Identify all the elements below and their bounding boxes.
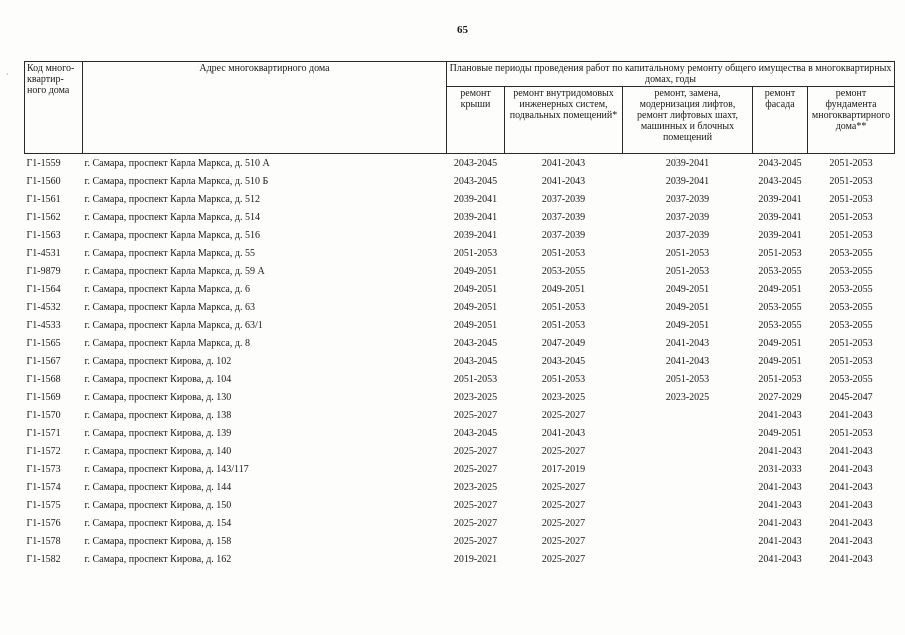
row-address: г. Самара, проспект Карла Маркса, д. 510 А xyxy=(84,157,270,169)
row-lifts xyxy=(623,424,753,442)
table-row xyxy=(25,280,895,298)
row-roof: 2043-2045 xyxy=(453,175,498,187)
row-facade: 2041-2043 xyxy=(758,499,802,511)
row-code: Г1-1562 xyxy=(26,211,61,223)
row-roof: 2025-2027 xyxy=(453,499,498,511)
row-foundation: 2041-2043 xyxy=(829,481,873,493)
row-foundation: 2041-2043 xyxy=(829,409,873,421)
row-foundation: 2041-2043 xyxy=(829,463,873,475)
row-address: г. Самара, проспект Кирова, д. 154 xyxy=(84,517,232,529)
row-roof: 2039-2041 xyxy=(453,193,498,205)
row-foundation: 2041-2043 xyxy=(829,499,873,511)
row-systems: 2025-2027 xyxy=(541,499,586,511)
row-lifts: 2023-2025 xyxy=(665,391,710,403)
row-code: Г1-1573 xyxy=(26,463,61,475)
row-foundation: 2053-2055 xyxy=(829,265,873,277)
row-systems: 2043-2045 xyxy=(541,355,586,367)
row-lifts xyxy=(623,460,753,478)
row-foundation: 2051-2053 xyxy=(829,337,873,349)
row-address: г. Самара, проспект Карла Маркса, д. 516 xyxy=(84,229,260,241)
row-foundation: 2051-2053 xyxy=(829,157,873,169)
row-facade: 2049-2051 xyxy=(758,355,802,367)
row-systems: 2047-2049 xyxy=(541,337,586,349)
row-code: Г1-1570 xyxy=(26,409,61,421)
row-address: г. Самара, проспект Карла Маркса, д. 63 xyxy=(84,301,255,313)
row-lifts: 2051-2053 xyxy=(665,247,710,259)
row-address: г. Самара, проспект Кирова, д. 138 xyxy=(84,409,232,421)
row-foundation: 2041-2043 xyxy=(829,445,873,457)
row-systems: 2025-2027 xyxy=(541,409,586,421)
row-foundation: 2051-2053 xyxy=(829,193,873,205)
row-lifts: 2051-2053 xyxy=(665,373,710,385)
row-lifts: 2049-2051 xyxy=(665,301,710,313)
row-facade: 2041-2043 xyxy=(758,481,802,493)
row-systems: 2017-2019 xyxy=(541,463,586,475)
row-systems: 2053-2055 xyxy=(541,265,586,277)
row-code: Г1-1575 xyxy=(26,499,61,511)
row-lifts: 2039-2041 xyxy=(665,157,710,169)
table-row xyxy=(25,262,895,280)
row-facade: 2027-2029 xyxy=(758,391,802,403)
row-code: Г1-1561 xyxy=(26,193,61,205)
row-address: г. Самара, проспект Кирова, д. 102 xyxy=(84,355,232,367)
row-roof: 2023-2025 xyxy=(453,481,498,493)
row-foundation: 2053-2055 xyxy=(829,319,873,331)
row-lifts xyxy=(623,496,753,514)
row-foundation: 2051-2053 xyxy=(829,427,873,439)
row-code: Г1-1574 xyxy=(26,481,61,493)
row-lifts: 2037-2039 xyxy=(665,193,710,205)
row-lifts: 2039-2041 xyxy=(665,175,710,187)
row-foundation: 2053-2055 xyxy=(829,247,873,259)
row-facade: 2053-2055 xyxy=(758,265,802,277)
table-row xyxy=(25,496,895,514)
table-row xyxy=(25,244,895,262)
row-roof: 2023-2025 xyxy=(453,391,498,403)
header-roof: ремонт крыши xyxy=(447,87,505,154)
row-code: Г1-1578 xyxy=(26,535,61,547)
table-row xyxy=(25,352,895,370)
row-systems: 2037-2039 xyxy=(541,193,586,205)
row-facade: 2041-2043 xyxy=(758,409,802,421)
row-facade: 2039-2041 xyxy=(758,211,802,223)
row-facade: 2051-2053 xyxy=(758,373,802,385)
row-address: г. Самара, проспект Кирова, д. 158 xyxy=(84,535,232,547)
row-facade: 2041-2043 xyxy=(758,445,802,457)
row-code: Г1-1567 xyxy=(26,355,61,367)
row-roof: 2019-2021 xyxy=(453,553,498,565)
row-code: Г1-1582 xyxy=(26,553,61,565)
row-facade: 2051-2053 xyxy=(758,247,802,259)
row-address: г. Самара, проспект Кирова, д. 162 xyxy=(84,553,232,565)
row-code: Г1-1560 xyxy=(26,175,61,187)
page-number: 65 xyxy=(457,24,468,36)
row-facade: 2041-2043 xyxy=(758,517,802,529)
table-row xyxy=(25,226,895,244)
row-lifts: 2049-2051 xyxy=(665,319,710,331)
table-row xyxy=(25,550,895,568)
row-roof: 2051-2053 xyxy=(453,373,498,385)
row-lifts: 2041-2043 xyxy=(665,355,710,367)
row-code: Г1-4532 xyxy=(26,301,61,313)
row-systems: 2041-2043 xyxy=(541,157,586,169)
header-lifts: ремонт, замена, модернизация лифтов, ремонт лифтовых шахт, машинных и блочных помещений xyxy=(623,87,753,154)
table-row xyxy=(25,298,895,316)
header-code: Код много-квартир-ного дома xyxy=(25,62,83,154)
row-address: г. Самара, проспект Кирова, д. 140 xyxy=(84,445,232,457)
header-foundation: ремонт фундамента многоквартирного дома** xyxy=(808,87,895,154)
row-facade: 2049-2051 xyxy=(758,337,802,349)
row-code: Г1-4533 xyxy=(26,319,61,331)
row-roof: 2025-2027 xyxy=(453,409,498,421)
row-facade: 2053-2055 xyxy=(758,319,802,331)
row-code: Г1-1563 xyxy=(26,229,61,241)
row-systems: 2041-2043 xyxy=(541,175,586,187)
row-roof: 2043-2045 xyxy=(453,337,498,349)
table-row xyxy=(25,442,895,460)
row-code: Г1-1564 xyxy=(26,283,61,295)
row-systems: 2037-2039 xyxy=(541,211,586,223)
row-lifts xyxy=(623,532,753,550)
row-lifts xyxy=(623,406,753,424)
row-facade: 2041-2043 xyxy=(758,553,802,565)
row-facade: 2043-2045 xyxy=(758,175,802,187)
row-roof: 2049-2051 xyxy=(453,301,498,313)
row-roof: 2039-2041 xyxy=(453,229,498,241)
row-facade: 2053-2055 xyxy=(758,301,802,313)
row-code: Г1-1565 xyxy=(26,337,61,349)
scan-artifact: · xyxy=(6,70,9,79)
table-row xyxy=(25,388,895,406)
row-systems: 2025-2027 xyxy=(541,553,586,565)
row-address: г. Самара, проспект Кирова, д. 150 xyxy=(84,499,232,511)
table-row xyxy=(25,514,895,532)
row-foundation: 2053-2055 xyxy=(829,283,873,295)
row-roof: 2051-2053 xyxy=(453,247,498,259)
row-roof: 2049-2051 xyxy=(453,283,498,295)
row-address: г. Самара, проспект Карла Маркса, д. 63/1 xyxy=(84,319,263,331)
row-code: Г1-1572 xyxy=(26,445,61,457)
row-systems: 2025-2027 xyxy=(541,481,586,493)
row-roof: 2049-2051 xyxy=(453,265,498,277)
row-foundation: 2051-2053 xyxy=(829,211,873,223)
row-facade: 2039-2041 xyxy=(758,193,802,205)
header-address: Адрес многоквартирного дома xyxy=(83,62,447,154)
row-address: г. Самара, проспект Карла Маркса, д. 55 xyxy=(84,247,255,259)
row-address: г. Самара, проспект Карла Маркса, д. 6 xyxy=(84,283,250,295)
row-roof: 2039-2041 xyxy=(453,211,498,223)
row-address: г. Самара, проспект Карла Маркса, д. 512 xyxy=(84,193,260,205)
row-systems: 2025-2027 xyxy=(541,517,586,529)
row-foundation: 2051-2053 xyxy=(829,175,873,187)
row-roof: 2025-2027 xyxy=(453,535,498,547)
row-facade: 2049-2051 xyxy=(758,283,802,295)
table-body xyxy=(25,154,895,569)
table-row xyxy=(25,478,895,496)
row-code: Г1-9879 xyxy=(26,265,61,277)
row-lifts: 2041-2043 xyxy=(665,337,710,349)
row-lifts: 2037-2039 xyxy=(665,229,710,241)
row-facade: 2031-2033 xyxy=(758,463,802,475)
row-systems: 2049-2051 xyxy=(541,283,586,295)
table-row xyxy=(25,424,895,442)
row-code: Г1-1568 xyxy=(26,373,61,385)
row-code: Г1-1571 xyxy=(26,427,61,439)
table-row xyxy=(25,460,895,478)
row-facade: 2041-2043 xyxy=(758,535,802,547)
row-systems: 2041-2043 xyxy=(541,427,586,439)
row-foundation: 2041-2043 xyxy=(829,517,873,529)
row-address: г. Самара, проспект Кирова, д. 130 xyxy=(84,391,232,403)
header-facade: ремонт фасада xyxy=(753,87,808,154)
row-roof: 2043-2045 xyxy=(453,355,498,367)
row-foundation: 2045-2047 xyxy=(829,391,873,403)
row-facade: 2049-2051 xyxy=(758,427,802,439)
row-lifts: 2037-2039 xyxy=(665,211,710,223)
row-facade: 2039-2041 xyxy=(758,229,802,241)
row-roof: 2025-2027 xyxy=(453,463,498,475)
row-foundation: 2053-2055 xyxy=(829,301,873,313)
row-systems: 2025-2027 xyxy=(541,535,586,547)
row-facade: 2043-2045 xyxy=(758,157,802,169)
row-code: Г1-1576 xyxy=(26,517,61,529)
table-row xyxy=(25,532,895,550)
row-lifts xyxy=(623,442,753,460)
header-engineering-systems: ремонт внутридомовых инженерных систем, подвальных помещений* xyxy=(505,87,623,154)
row-address: г. Самара, проспект Карла Маркса, д. 59 А xyxy=(84,265,265,277)
table-row xyxy=(25,334,895,352)
row-systems: 2051-2053 xyxy=(541,319,586,331)
row-systems: 2051-2053 xyxy=(541,247,586,259)
row-address: г. Самара, проспект Карла Маркса, д. 514 xyxy=(84,211,260,223)
row-address: г. Самара, проспект Кирова, д. 104 xyxy=(84,373,232,385)
row-foundation: 2041-2043 xyxy=(829,553,873,565)
row-systems: 2051-2053 xyxy=(541,301,586,313)
row-foundation: 2053-2055 xyxy=(829,373,873,385)
table-row xyxy=(25,316,895,334)
row-lifts xyxy=(623,550,753,568)
row-roof: 2043-2045 xyxy=(453,427,498,439)
row-code: Г1-4531 xyxy=(26,247,61,259)
header-periods: Плановые периоды проведения работ по капитальному ремонту общего имущества в многоквартирных домах, годы xyxy=(447,62,895,87)
row-address: г. Самара, проспект Карла Маркса, д. 8 xyxy=(84,337,250,349)
row-systems: 2023-2025 xyxy=(541,391,586,403)
row-address: г. Самара, проспект Кирова, д. 144 xyxy=(84,481,232,493)
row-lifts xyxy=(623,514,753,532)
row-code: Г1-1559 xyxy=(26,157,61,169)
row-foundation: 2051-2053 xyxy=(829,355,873,367)
table-row xyxy=(25,190,895,208)
row-roof: 2043-2045 xyxy=(453,157,498,169)
table-row xyxy=(25,154,895,173)
row-roof: 2025-2027 xyxy=(453,445,498,457)
repair-schedule-table xyxy=(24,61,895,568)
table-row xyxy=(25,172,895,190)
table-row xyxy=(25,208,895,226)
table-row xyxy=(25,370,895,388)
row-lifts: 2051-2053 xyxy=(665,265,710,277)
row-lifts xyxy=(623,478,753,496)
row-lifts: 2049-2051 xyxy=(665,283,710,295)
row-foundation: 2051-2053 xyxy=(829,229,873,241)
row-systems: 2051-2053 xyxy=(541,373,586,385)
row-code: Г1-1569 xyxy=(26,391,61,403)
row-roof: 2025-2027 xyxy=(453,517,498,529)
row-address: г. Самара, проспект Кирова, д. 143/117 xyxy=(84,463,249,475)
row-foundation: 2041-2043 xyxy=(829,535,873,547)
row-address: г. Самара, проспект Кирова, д. 139 xyxy=(84,427,232,439)
row-systems: 2025-2027 xyxy=(541,445,586,457)
row-roof: 2049-2051 xyxy=(453,319,498,331)
table-row xyxy=(25,406,895,424)
row-address: г. Самара, проспект Карла Маркса, д. 510 Б xyxy=(84,175,269,187)
row-systems: 2037-2039 xyxy=(541,229,586,241)
